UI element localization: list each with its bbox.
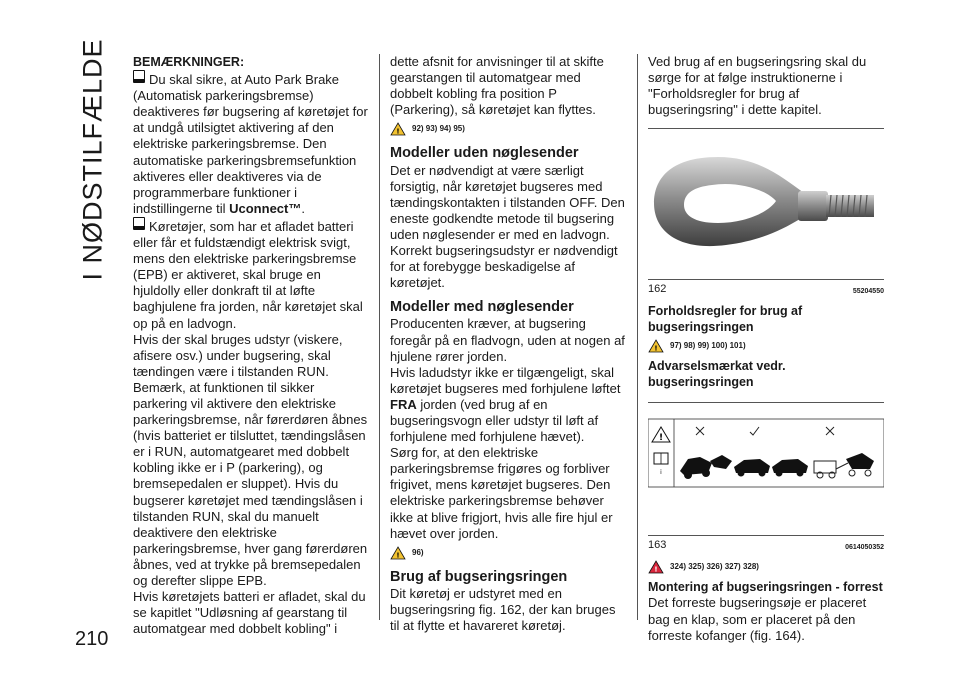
section-heading: Modeller uden nøglesender (390, 145, 579, 162)
section-heading: Forholdsregler for brug af bugseringsringen (648, 303, 803, 334)
chapter-title: I NØDSTILFÆLDE (77, 37, 108, 281)
column-1 (133, 54, 368, 637)
column-2 (390, 54, 625, 634)
paragraph: Bemærk, at funktionen til sikker parkering vil aktivere den elektriske parkeringsbremse, når førerdøren åbnes (hvis batteriet er tilsluttet, tændingslåsen er i RUN, automatgearet med dobbelt kobling ikke er i P (parkering), og bremsepedalen er sluppet). Hvis du bugserer køretøjet med tændingslåsen i tilstanden RUN, skal du manuelt deaktivere den elektriske parkeringsbremse, hver gang førerdøren åbnes, ved at trykke på bremsepedalen og derefter slippe EPB. (133, 379, 368, 588)
paragraph: Dit køretøj er udstyret med en bugseringsring fig. 162, der kan bruges til at flytte et havareret køretøj. (390, 585, 616, 634)
column-divider (379, 54, 380, 620)
figure-163 (648, 402, 884, 556)
note-icon (133, 217, 145, 230)
figure-162 (648, 128, 884, 300)
paragraph: dette afsnit for anvisninger til at skifte gearstangen til automatgear med dobbelt kobling fra position P (Parkering), så køretøjet kan flyttes. (390, 54, 604, 118)
note-bullet: Køretøjer, som har et afladet batteri eller får et fuldstændigt elektrisk svigt, mens den elektriske parkeringsbremse (EPB) er aktiveret, skal bruge en hjuldolly eller donkraft til at løfte baghjulene fra jorden, når køretøjet skal op på en ladvogn. (133, 218, 363, 331)
section-heading: Brug af bugseringsringen (390, 568, 568, 585)
paragraph: Det er nødvendigt at være særligt forsigtig, når køretøjet bugseres med tændingskontakten i tilstanden OFF. Den eneste godkendte metode til bugsering uden nøglesender er med en ladvogn. Korrekt bugseringsudstyr er nødvendigt for at forebygge beskadigelse af køretøjet. (390, 162, 625, 291)
section-heading: Montering af bugseringsringen - forrest (648, 580, 883, 595)
section-heading: Modeller med nøglesender (390, 299, 574, 316)
page-number: 210 (75, 628, 109, 650)
tow-ring-illustration (648, 129, 884, 275)
warning-references: ! 92) 93) 94) 95) (390, 121, 625, 137)
section-heading: Advarselsmærkat vedr. bugseringsringen (648, 358, 786, 389)
paragraph: Hvis ladudstyr ikke er tilgængeligt, skal køretøjet bugseres med forhjulene løftet FRA jorden (ved brug af en bugseringsvogn eller udstyr til løft af forhjulene med forhjulene hævet). (390, 364, 621, 445)
paragraph: Det forreste bugseringsøje er placeret bag en klap, som er placeret på den forreste kofanger (fig. 164). (648, 595, 867, 643)
paragraph: Sørg for, at den elektriske parkeringsbremse frigøres og forbliver frigivet, mens køretøjet bugseres. Den elektriske parkeringsbremse behøver ikke at blive frigjort, hvis alle fire hjul er hævet over jorden. (390, 445, 613, 541)
figure-code: 0614050352 (845, 544, 884, 552)
column-3 (648, 54, 883, 644)
warning-triangle-icon (390, 122, 406, 136)
svg-text:!: ! (654, 344, 658, 353)
figure-code: 55204550 (852, 288, 884, 296)
note-icon (133, 70, 145, 83)
svg-text:!: ! (396, 551, 400, 560)
paragraph: Ved brug af en bugseringsring skal du sørge for at følge instruktionerne i "Forholdsregler for brug af bugseringsring" i dette kapitel. (648, 54, 867, 118)
column-divider (637, 54, 638, 620)
warning-triangle-icon (390, 546, 406, 560)
note-bullet: Du skal sikre, at Auto Park Brake (Automatisk parkeringsbremse) deaktiveres før bugsering af køretøjet for at undgå utilsigtet aktivering af den elektriske parkeringsbremse. Den automatiske parkeringsbremsefunktion aktiveres eller deaktiveres via de programmerbare funktioner i indstillingerne til Uconnect™. (133, 72, 368, 216)
danger-triangle-icon (648, 560, 664, 574)
paragraph: Hvis der skal bruges udstyr (viskere, afisere osv.) under bugsering, skal tændingen være i tilstanden RUN. (133, 331, 343, 379)
svg-text:!: ! (658, 433, 664, 444)
figure-number: 163 (648, 539, 667, 552)
figure-number: 162 (648, 283, 667, 296)
warning-triangle-icon (648, 339, 664, 353)
warning-references: ! 96) (390, 545, 625, 561)
paragraph: Producenten kræver, at bugsering foregår på en fladvogn, uden at nogen af hjulene rører jorden. (390, 316, 625, 364)
warning-label-illustration (648, 403, 884, 531)
uconnect-label: Uconnect™ (229, 200, 302, 216)
notes-heading: BEMÆRKNINGER: (133, 55, 245, 69)
paragraph: Hvis køretøjets batteri er afladet, skal du se kapitlet "Udløsning af gearstang til automatgear med dobbelt kobling" i (133, 589, 366, 637)
warning-references: ! 97) 98) 99) 100) 101) (648, 338, 883, 354)
svg-text:!: ! (654, 565, 658, 574)
svg-text:!: ! (396, 127, 400, 136)
danger-references: ! 324) 325) 326) 327) 328) (648, 559, 883, 575)
svg-text:i: i (660, 469, 662, 477)
